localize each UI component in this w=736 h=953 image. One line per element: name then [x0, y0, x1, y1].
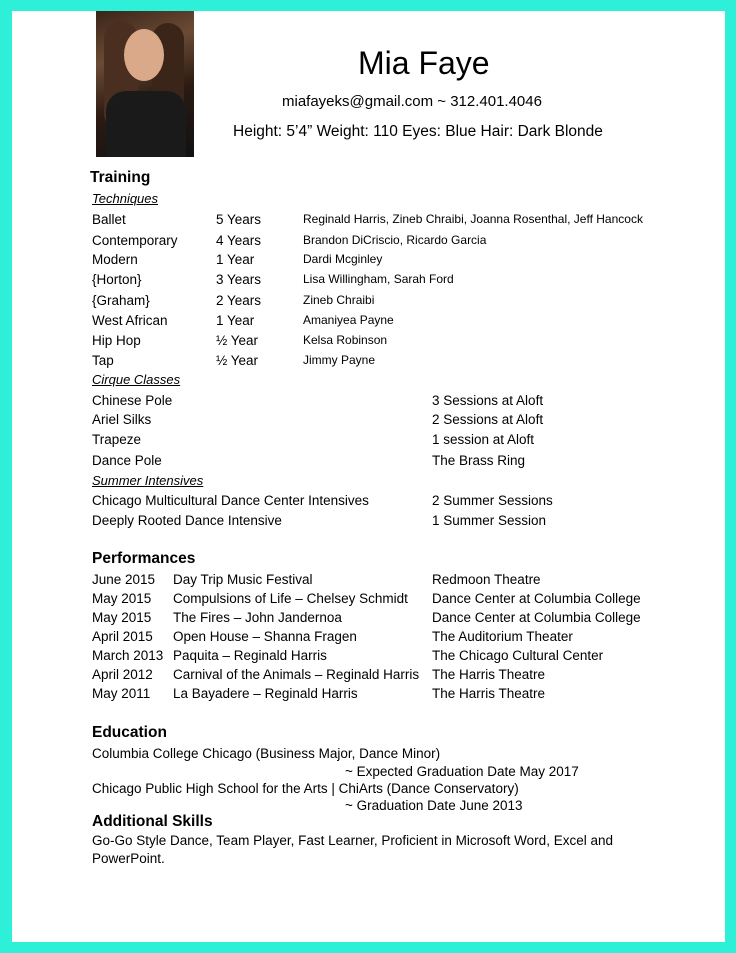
technique-style: Hip Hop	[92, 333, 141, 348]
intensives-label: Summer Intensives	[92, 473, 204, 488]
education-line: Columbia College Chicago (Business Major, Dance Minor)	[92, 746, 441, 761]
photo-face	[124, 29, 164, 81]
technique-teachers: Brandon DiCriscio, Ricardo Garcia	[303, 233, 487, 247]
resume-page	[12, 11, 725, 942]
technique-style: {Horton}	[92, 272, 142, 287]
performance-title: Open House – Shanna Fragen	[173, 629, 357, 644]
technique-style: Contemporary	[92, 233, 178, 248]
cirque-detail: 1 session at Aloft	[432, 432, 535, 447]
technique-teachers: Zineb Chraibi	[303, 293, 375, 307]
technique-teachers: Amaniyea Payne	[303, 313, 394, 327]
technique-years: 2 Years	[216, 293, 262, 308]
technique-years: 4 Years	[216, 233, 262, 248]
education-heading: Education	[92, 724, 167, 741]
performance-date: April 2015	[92, 629, 153, 644]
performance-venue: The Chicago Cultural Center	[432, 648, 604, 663]
education-line: ~ Expected Graduation Date May 2017	[345, 764, 579, 779]
performances-heading: Performances	[92, 550, 196, 567]
cirque-name: Trapeze	[92, 432, 142, 447]
intensive-name: Chicago Multicultural Dance Center Intensives	[92, 493, 369, 508]
technique-teachers: Reginald Harris, Zineb Chraibi, Joanna Rosenthal, Jeff Hancock	[303, 212, 643, 226]
performance-title: Paquita – Reginald Harris	[173, 648, 327, 663]
performance-title: Day Trip Music Festival	[173, 572, 313, 587]
performance-title: Carnival of the Animals – Reginald Harris	[173, 667, 420, 682]
performance-date: May 2015	[92, 591, 152, 606]
physical-stats: Height: 5’4” Weight: 110 Eyes: Blue Hair: Dark Blonde	[233, 123, 603, 140]
performance-venue: Redmoon Theatre	[432, 572, 541, 587]
technique-years: ½ Year	[216, 333, 259, 348]
technique-years: 3 Years	[216, 272, 262, 287]
technique-teachers: Dardi Mcginley	[303, 252, 383, 266]
education-line: Chicago Public High School for the Arts | ChiArts (Dance Conservatory)	[92, 781, 519, 796]
performance-date: March 2013	[92, 648, 164, 663]
performance-title: Compulsions of Life – Chelsey Schmidt	[173, 591, 408, 606]
technique-teachers: Jimmy Payne	[303, 353, 376, 367]
technique-years: ½ Year	[216, 353, 259, 368]
performance-date: May 2011	[92, 686, 151, 701]
performance-venue: Dance Center at Columbia College	[432, 610, 641, 625]
technique-style: Tap	[92, 353, 114, 368]
intensive-name: Deeply Rooted Dance Intensive	[92, 513, 282, 528]
performance-date: April 2012	[92, 667, 153, 682]
cirque-detail: 3 Sessions at Aloft	[432, 393, 544, 408]
technique-years: 1 Year	[216, 252, 255, 267]
performance-venue: The Harris Theatre	[432, 667, 546, 682]
cirque-label: Cirque Classes	[92, 372, 181, 387]
applicant-name: Mia Faye	[358, 45, 490, 81]
intensive-detail: 1 Summer Session	[432, 513, 547, 528]
performance-date: May 2015	[92, 610, 152, 625]
performance-date: June 2015	[92, 572, 156, 587]
cirque-name: Dance Pole	[92, 453, 162, 468]
technique-style: {Graham}	[92, 293, 150, 308]
cirque-detail: The Brass Ring	[432, 453, 526, 468]
technique-style: Modern	[92, 252, 138, 267]
technique-years: 5 Years	[216, 212, 262, 227]
performance-title: The Fires – John Jandernoa	[173, 610, 342, 625]
technique-years: 1 Year	[216, 313, 255, 328]
headshot-photo	[96, 11, 194, 157]
contact-line: miafayeks@gmail.com ~ 312.401.4046	[282, 93, 542, 110]
education-line: ~ Graduation Date June 2013	[345, 798, 523, 813]
techniques-label: Techniques	[92, 191, 159, 206]
skills-line: Go-Go Style Dance, Team Player, Fast Learner, Proficient in Microsoft Word, Excel and	[92, 833, 613, 848]
intensive-detail: 2 Summer Sessions	[432, 493, 553, 508]
performance-title: La Bayadere – Reginald Harris	[173, 686, 358, 701]
technique-style: Ballet	[92, 212, 126, 227]
performance-venue: The Harris Theatre	[432, 686, 546, 701]
skills-line: PowerPoint.	[92, 851, 165, 866]
cirque-name: Chinese Pole	[92, 393, 173, 408]
performance-venue: Dance Center at Columbia College	[432, 591, 641, 606]
cirque-name: Ariel Silks	[92, 412, 152, 427]
skills-heading: Additional Skills	[92, 813, 213, 830]
training-heading: Training	[90, 169, 151, 186]
technique-style: West African	[92, 313, 168, 328]
technique-teachers: Kelsa Robinson	[303, 333, 388, 347]
performance-venue: The Auditorium Theater	[432, 629, 573, 644]
cirque-detail: 2 Sessions at Aloft	[432, 412, 544, 427]
technique-teachers: Lisa Willingham, Sarah Ford	[303, 272, 454, 286]
photo-body	[106, 91, 186, 157]
